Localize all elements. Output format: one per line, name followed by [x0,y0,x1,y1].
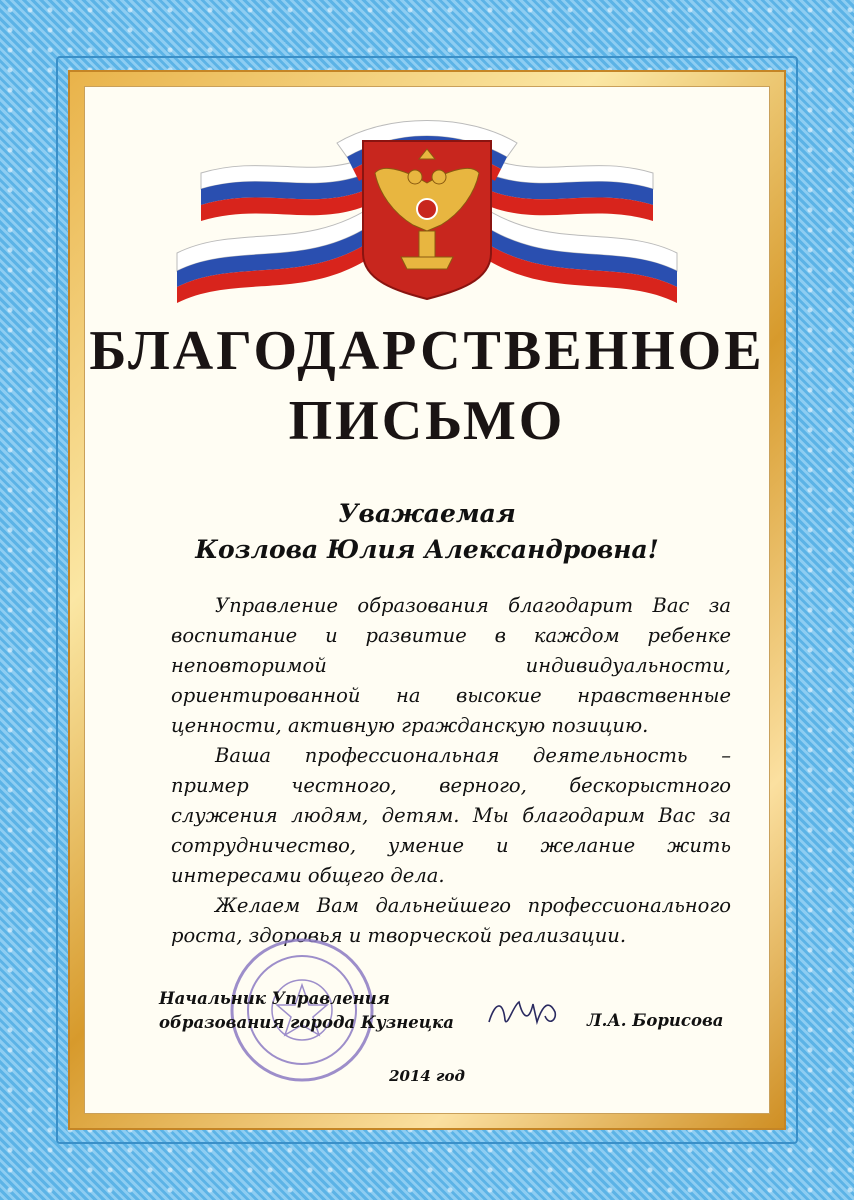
body-paragraph: Управление образования благодарит Вас за воспитание и развитие в каждом ребенке неповторимой индивидуальности, ориентированной на высокие нравственные ценности, активную гражданскую позицию. [171,594,731,737]
body-paragraph: Ваша профессиональная деятельность – пример честного, верного, бескорыстного служения людям, детям. Мы благодарим Вас за сотрудничество, умение и желание жить интересами общего дела. [171,744,731,887]
signatory-title-line2: образования города Кузнецка [159,1013,454,1032]
certificate-paper [84,86,770,1114]
salutation: Уважаемая [338,499,516,528]
signatory-title [159,987,454,1035]
signatory-name: Л.А. Борисова [587,1011,724,1030]
emblem-header [85,113,769,303]
russian-coat-of-arms-icon [157,113,697,303]
title-line2: ПИСЬМО [288,390,566,452]
signatory-title-line1: Начальник Управления [159,989,390,1008]
title-line1: БЛАГОДАРСТВЕННОЕ [89,320,765,382]
handwritten-signature-icon [485,992,565,1032]
gold-frame [70,72,784,1128]
letter-body [171,591,731,951]
body-paragraph: Желаем Вам дальнейшего профессионального роста, здоровья и творческой реализации. [171,894,731,947]
recipient-name: Козлова Юлия Александровна! [195,535,659,564]
document-year: 2014 год [389,1067,465,1085]
